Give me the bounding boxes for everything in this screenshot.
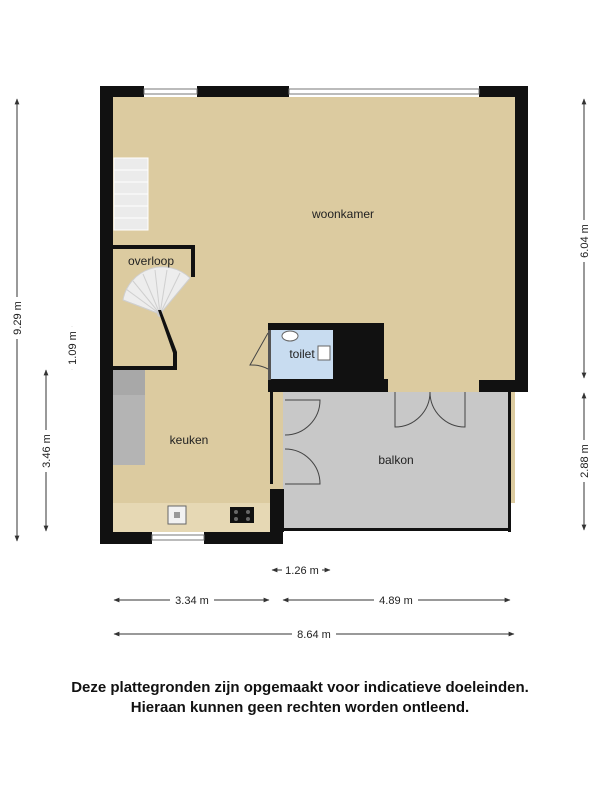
dim-total-height: 9.29 m [12,301,24,335]
room-label-balkon: balkon [378,453,414,467]
cooktop [230,507,254,523]
dim-small-height: 1.09 m [67,331,79,365]
stairs-straight [114,158,148,230]
dim-kitchen-width: 3.34 m [175,595,209,607]
disclaimer [0,678,600,718]
floors [113,97,515,532]
disclaimer-line-1: Deze plattegronden zijn opgemaakt voor indicatieve doeleinden. [71,679,529,696]
dim-passage-width: 1.26 m [285,565,319,577]
disclaimer-line-2: Hieraan kunnen geen rechten worden ontleend. [130,699,470,716]
dim-living-height: 6.04 m [579,224,591,258]
room-label-woonkamer: woonkamer [311,207,375,221]
dim-balcony-width: 4.89 m [379,595,413,607]
room-label-overloop: overloop [127,254,175,268]
room-label-keuken: keuken [169,433,209,447]
dim-total-width: 8.64 m [297,629,331,641]
dim-kitchen-height: 3.46 m [41,434,53,468]
dim-balcony-height: 2.88 m [579,444,591,478]
room-label-toilet: toilet [289,347,315,361]
